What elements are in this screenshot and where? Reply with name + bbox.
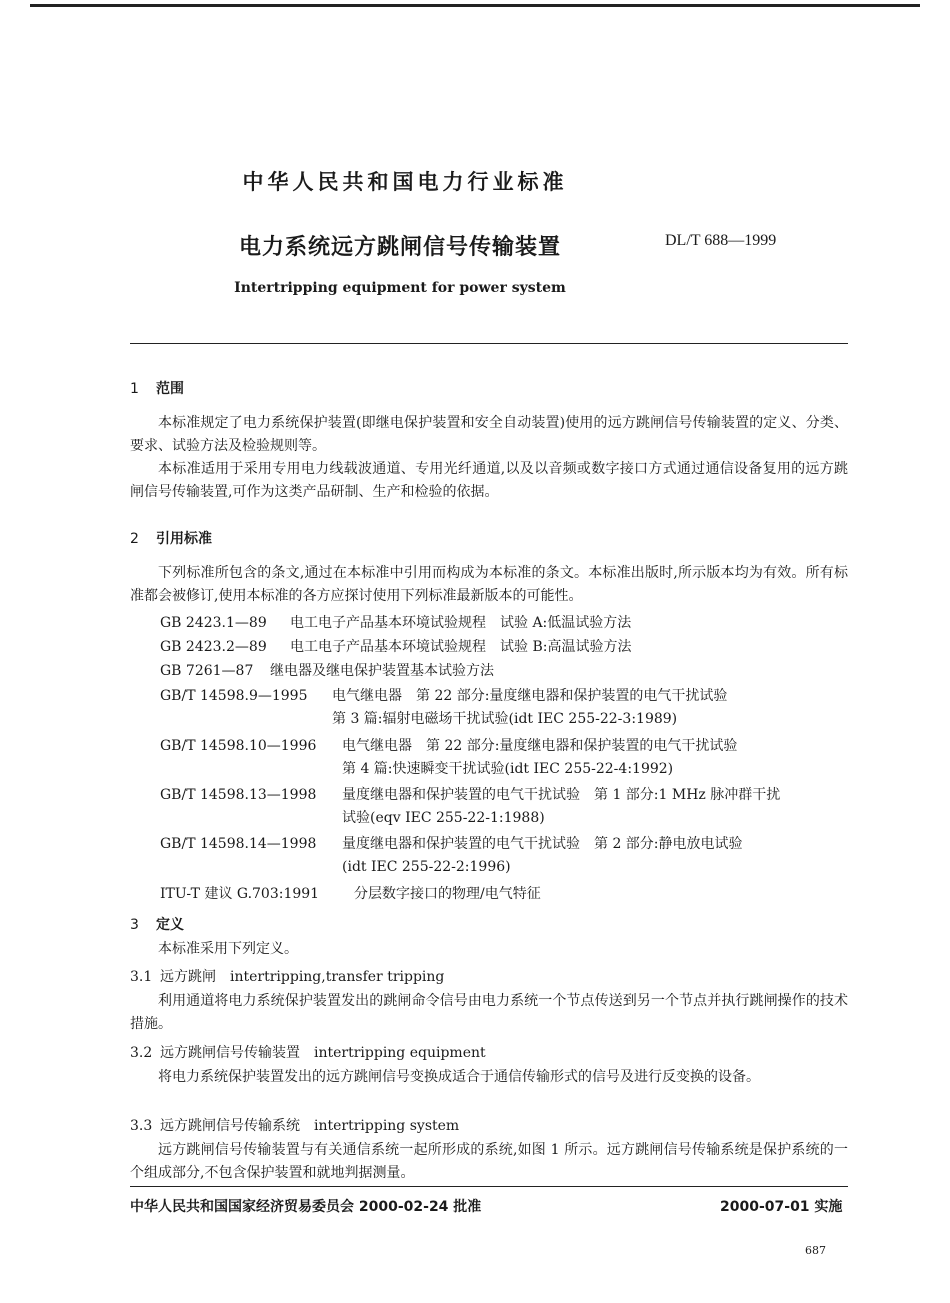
- reference-item: [160, 612, 631, 635]
- section-3-heading: [130, 914, 184, 934]
- reference-code: GB/T 14598.13—1998: [160, 787, 317, 803]
- definition-3-3-heading: [130, 1115, 459, 1135]
- definition-term: 远方跳闸信号传输系统: [160, 1118, 300, 1134]
- reference-item: [160, 784, 780, 830]
- reference-code: GB 7261—87: [160, 663, 254, 679]
- section-title: 范围: [156, 381, 184, 397]
- top-border-line: [30, 4, 920, 7]
- definition-term-english: intertripping system: [314, 1118, 460, 1134]
- reference-title-continued: 第 3 篇:辐射电磁场干扰试验(idt IEC 255-22-3:1989): [332, 711, 678, 727]
- reference-item: [160, 636, 631, 659]
- section-1-body: [130, 412, 848, 504]
- header-divider: [130, 343, 848, 344]
- section-2-heading: [130, 528, 212, 548]
- definition-3-2-body: [130, 1066, 848, 1089]
- definition-number: 3.2: [130, 1045, 153, 1061]
- definition-term-english: intertripping,transfer tripping: [230, 969, 445, 985]
- definition-number: 3.1: [130, 969, 153, 985]
- definition-term: 远方跳闸信号传输装置: [160, 1045, 300, 1061]
- reference-title-continued: 试验(eqv IEC 255-22-1:1988): [342, 810, 545, 826]
- paragraph: 本标准采用下列定义。: [158, 941, 298, 957]
- reference-code: GB/T 14598.10—1996: [160, 738, 317, 754]
- reference-title: 电工电子产品基本环境试验规程 试验 B:高温试验方法: [290, 639, 632, 655]
- definition-term-english: intertripping equipment: [314, 1045, 486, 1061]
- section-title: 引用标准: [156, 531, 212, 547]
- reference-code: GB/T 14598.9—1995: [160, 688, 308, 704]
- standard-number: DL/T 688—1999: [665, 232, 777, 249]
- reference-item: [160, 735, 737, 781]
- reference-title: 电工电子产品基本环境试验规程 试验 A:低温试验方法: [290, 615, 632, 631]
- definition-3-1-heading: [130, 966, 444, 986]
- definition-3-2-heading: [130, 1042, 486, 1062]
- approval-line: 中华人民共和国国家经济贸易委员会 2000-02-24 批准: [130, 1199, 482, 1215]
- definition-3-1-body: [130, 990, 848, 1036]
- section-1-heading: [130, 378, 184, 398]
- paragraph: 将电力系统保护装置发出的远方跳闸信号变换成适合于通信传输形式的信号及进行反变换的设备。: [158, 1069, 760, 1085]
- paragraph: 远方跳闸信号传输装置与有关通信系统一起所形成的系统,如图 1 所示。远方跳闸信号传输系统是保护系统的一个组成部分,不包含保护装置和就地判据测量。: [130, 1142, 848, 1181]
- page-number: 687: [805, 1244, 826, 1257]
- reference-title: 电气继电器 第 22 部分:量度继电器和保护装置的电气干扰试验: [342, 738, 738, 754]
- definition-3-3-body: [130, 1139, 848, 1185]
- reference-item: [160, 883, 541, 906]
- document-title-chinese: 电力系统远方跳闸信号传输装置: [238, 235, 561, 260]
- section-number: 2: [130, 531, 139, 547]
- reference-code: GB 2423.1—89: [160, 615, 267, 631]
- reference-title: 电气继电器 第 22 部分:量度继电器和保护装置的电气干扰试验: [332, 688, 728, 704]
- reference-item: [160, 660, 494, 683]
- definition-number: 3.3: [130, 1118, 153, 1134]
- section-3-intro: [130, 938, 848, 961]
- standard-org-heading: 中华人民共和国电力行业标准: [242, 170, 568, 194]
- document-title-english: Intertripping equipment for power system: [234, 280, 566, 296]
- paragraph: 利用通道将电力系统保护装置发出的跳闸命令信号由电力系统一个节点传送到另一个节点并执行跳闸操作的技术措施。: [130, 993, 848, 1032]
- section-number: 3: [130, 917, 139, 933]
- section-number: 1: [130, 381, 139, 397]
- reference-item: [160, 833, 743, 879]
- reference-title-continued: 第 4 篇:快速瞬变干扰试验(idt IEC 255-22-4:1992): [342, 761, 674, 777]
- footer-divider: [130, 1186, 848, 1187]
- definition-term: 远方跳闸: [160, 969, 216, 985]
- reference-title: 分层数字接口的物理/电气特征: [354, 886, 541, 902]
- paragraph: 本标准适用于采用专用电力线载波通道、专用光纤通道,以及以音频或数字接口方式通过通信设备复用的远方跳闸信号传输装置,可作为这类产品研制、生产和检验的依据。: [130, 461, 848, 500]
- paragraph: 下列标准所包含的条文,通过在本标准中引用而构成为本标准的条文。本标准出版时,所示版本均为有效。所有标准都会被修订,使用本标准的各方应探讨使用下列标准最新版本的可能性。: [130, 565, 848, 604]
- reference-item: [160, 685, 727, 731]
- section-title: 定义: [156, 917, 184, 933]
- reference-code: GB 2423.2—89: [160, 639, 267, 655]
- reference-title-continued: (idt IEC 255-22-2:1996): [342, 859, 511, 875]
- paragraph: 本标准规定了电力系统保护装置(即继电保护装置和安全自动装置)使用的远方跳闸信号传输装置的定义、分类、要求、试验方法及检验规则等。: [130, 415, 848, 454]
- effective-date: 2000-07-01 实施: [720, 1199, 843, 1215]
- reference-title: 量度继电器和保护装置的电气干扰试验 第 1 部分:1 MHz 脉冲群干扰: [342, 787, 781, 803]
- reference-code: GB/T 14598.14—1998: [160, 836, 317, 852]
- reference-title: 量度继电器和保护装置的电气干扰试验 第 2 部分:静电放电试验: [342, 836, 743, 852]
- section-2-intro: [130, 562, 848, 608]
- reference-code: ITU-T 建议 G.703:1991: [160, 886, 320, 902]
- reference-title: 继电器及继电保护装置基本试验方法: [270, 663, 494, 679]
